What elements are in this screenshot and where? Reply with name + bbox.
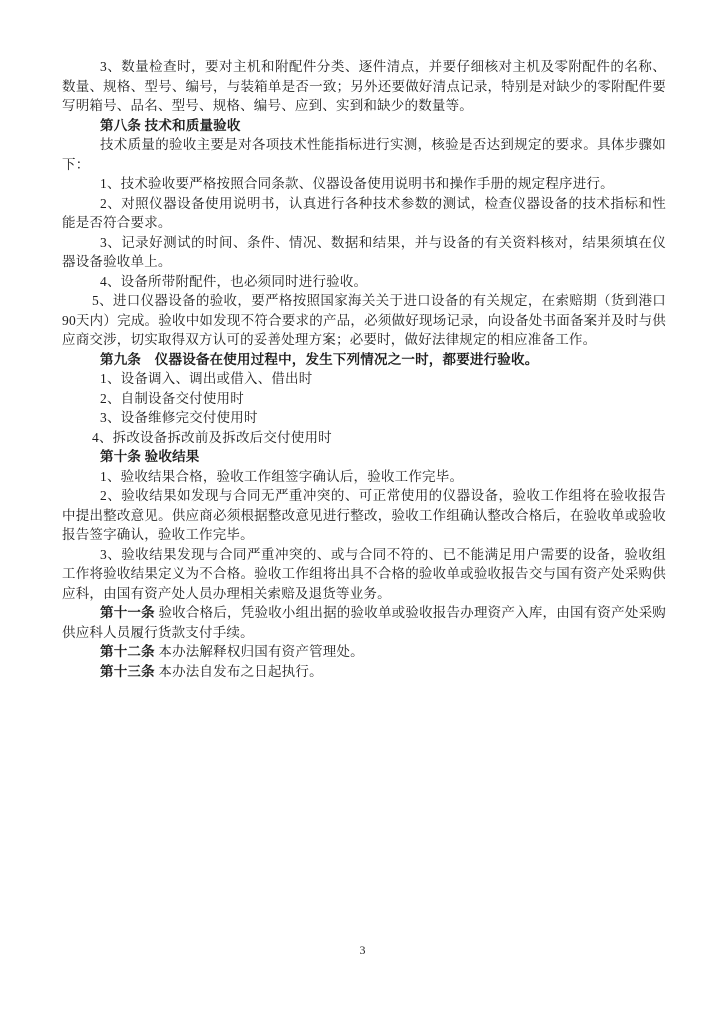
text-run: 5、进口仪器设备的验收，要严格按照国家海关关于进口设备的有关规定，在索赔期（货到港口90天内）完成。验收中如发现不符合要求的产品，必须做好现场记录，向设备处书面备案并及时与供应商交涉，切实取得双方认可的妥善处理方案；必要时，做好法律规定的相应准备工作。: [62, 293, 666, 347]
paragraph: [62, 194, 666, 233]
paragraph: [62, 57, 666, 116]
text-run: 1、验收结果合格，验收工作组签字确认后，验收工作完毕。: [100, 468, 464, 484]
article-number-text: 第十一条: [100, 605, 155, 620]
text-run: 3、数量检查时，要对主机和附配件分类、逐件清点，并要仔细核对主机及零附配件的名称、数量、规格、型号、编号，与装箱单是否一致；另外还要做好清点记录，特别是对缺少的零附配件要写明箱号、品名、型号、规格、编号、应到、实到和缺少的数量等。: [62, 59, 666, 113]
article-number-text: 第十三条: [100, 663, 155, 679]
article-number-text: 第十二条: [100, 644, 155, 659]
text-run: 本办法自发布之日起执行。: [154, 663, 323, 679]
paragraph: [62, 603, 666, 642]
paragraph: [62, 389, 666, 409]
text-run: 4、拆改设备拆改前及拆改后交付使用时: [92, 429, 332, 445]
paragraph: [62, 369, 666, 389]
page-number: 3: [359, 943, 366, 957]
article-heading: [62, 350, 666, 370]
text-run: 3、设备维修完交付使用时: [100, 410, 258, 425]
paragraph: [62, 272, 666, 292]
text-run: 2、自制设备交付使用时: [100, 390, 244, 406]
text-run: 验收合格后，凭验收小组出据的验收单或验收报告办理资产入库，由国有资产处采购供应科人员履行货款支付手续。: [62, 605, 666, 640]
paragraph: [62, 467, 666, 487]
text-run: 2、对照仪器设备使用说明书，认真进行各种技术参数的测试，检查仪器设备的技术指标和性能是否符合要求。: [62, 195, 666, 230]
article-heading: [62, 116, 666, 136]
paragraph: [62, 233, 666, 272]
text-run: 1、技术验收要严格按照合同条款、仪器设备使用说明书和操作手册的规定程序进行。: [100, 176, 614, 191]
article-heading: [62, 447, 666, 467]
paragraph: [62, 428, 666, 448]
document-body: [62, 57, 666, 681]
text-run: 4、设备所带附配件，也必须同时进行验收。: [100, 273, 368, 289]
text-run: 1、设备调入、调出或借入、借出时: [100, 371, 313, 386]
text-run: 本办法解释权归国有资产管理处。: [154, 644, 364, 659]
paragraph: [62, 486, 666, 545]
text-run: 3、记录好测试的时间、条件、情况、数据和结果，并与设备的有关资料核对，结果须填在仪器设备验收单上。: [62, 234, 666, 269]
article-number-text: 第十条 验收结果: [100, 449, 200, 464]
paragraph: [62, 174, 666, 194]
text-run: 3、验收结果发现与合同严重冲突的、或与合同不符的、已不能满足用户需要的设备，验收组工作将验收结果定义为不合格。验收工作组将出具不合格的验收单或验收报告交与国有资产处采购供应科，由国有资产处人员办理相关索赔及退货等业务。: [62, 546, 666, 601]
paragraph: [62, 408, 666, 428]
page-footer: [0, 943, 725, 958]
paragraph: [62, 662, 666, 682]
article-number-text: 第八条 技术和质量验收: [100, 117, 241, 133]
paragraph: [62, 642, 666, 662]
paragraph: [62, 135, 666, 174]
text-run: 2、验收结果如发现与合同无严重冲突的、可正常使用的仪器设备，验收工作组将在验收报告中提出整改意见。供应商必须根据整改意见进行整改，验收工作组确认整改合格后，在验收单或验收报告签字确认，验收工作完毕。: [62, 488, 666, 542]
text-run: 技术质量的验收主要是对各项技术性能指标进行实测，核验是否达到规定的要求。具体步骤如下：: [62, 137, 666, 172]
paragraph: [62, 545, 666, 604]
paragraph: [62, 291, 666, 350]
article-number-text: 第九条 仪器设备在使用过程中，发生下列情况之一时，都要进行验收。: [100, 351, 539, 367]
